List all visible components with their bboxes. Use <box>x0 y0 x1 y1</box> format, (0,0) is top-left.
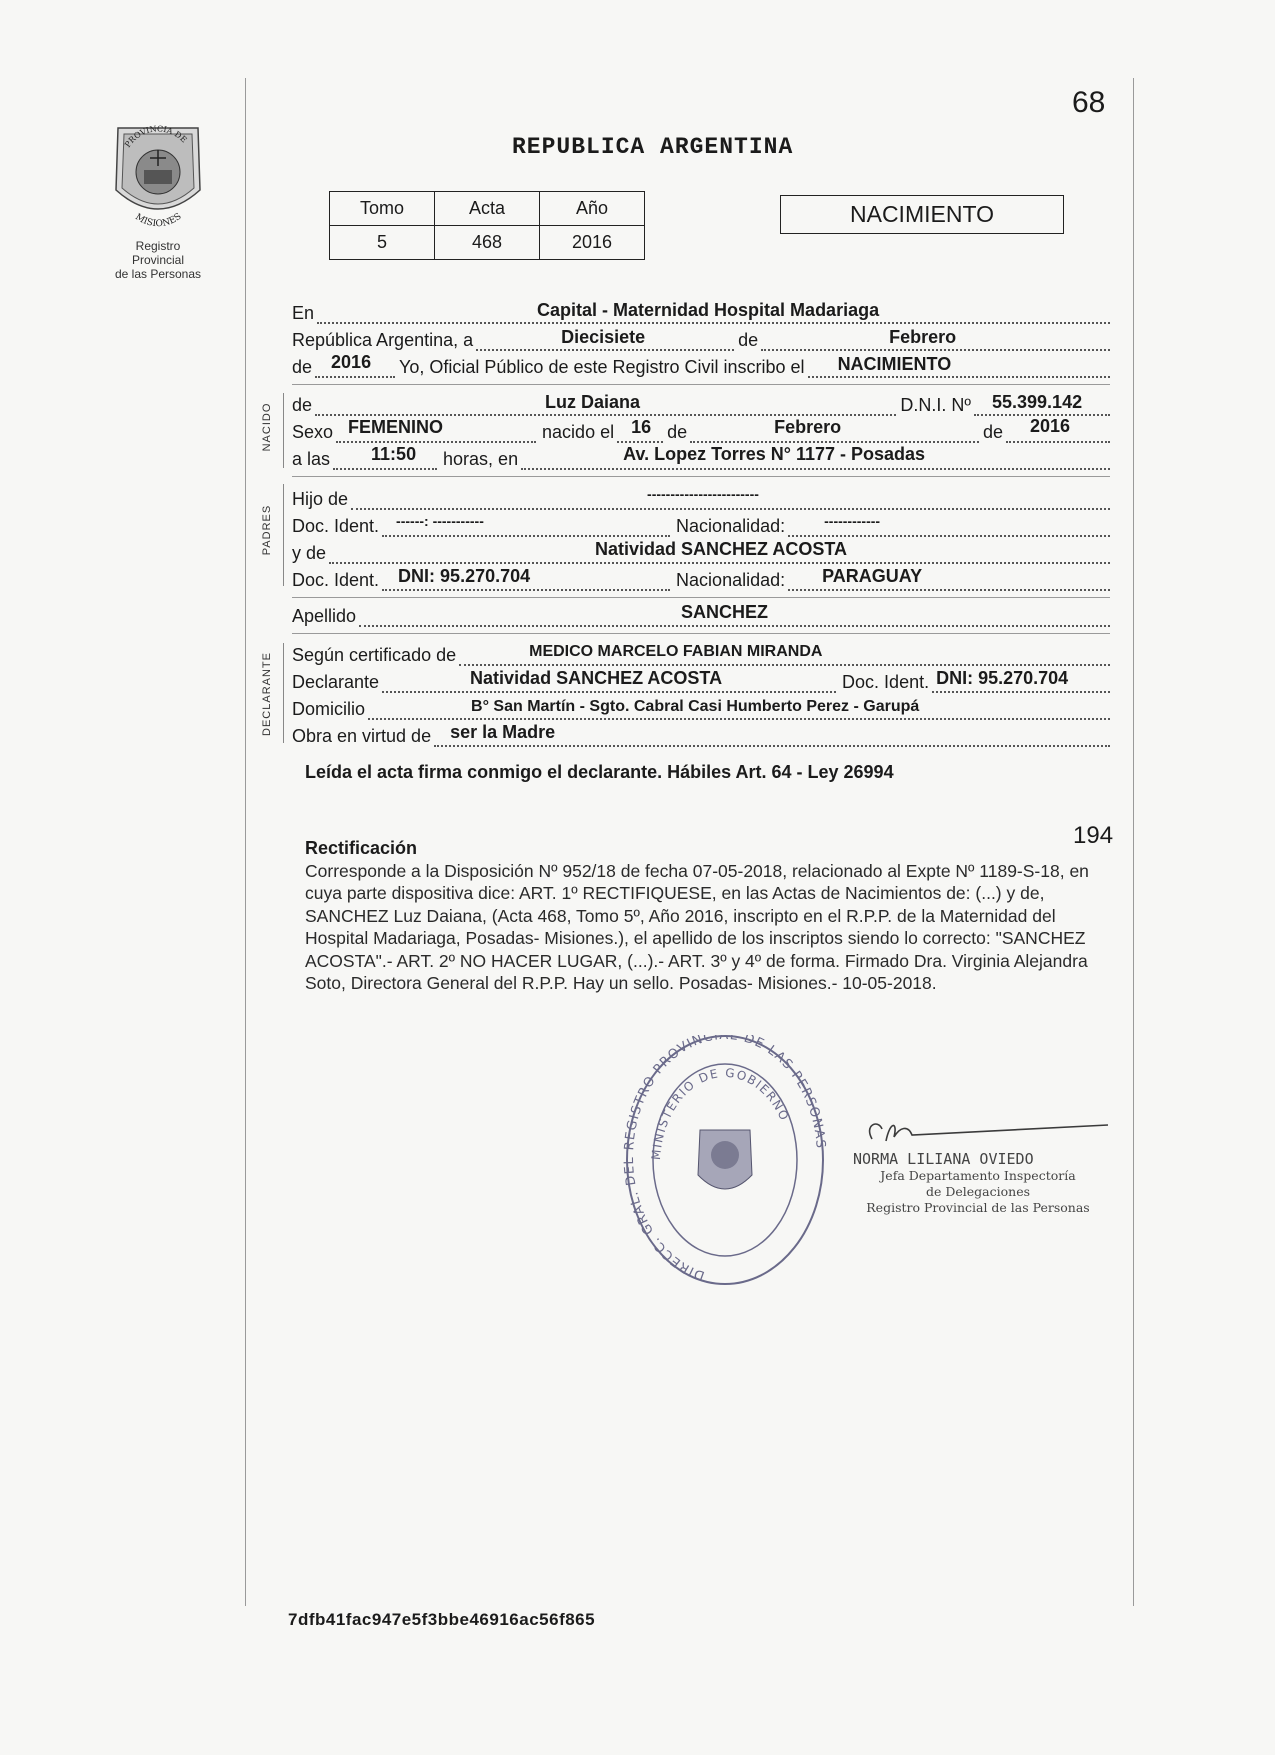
official-stamp-icon <box>620 1035 830 1295</box>
label-de-nombre: de <box>292 395 313 415</box>
row-padre <box>292 484 1110 510</box>
label-domicilio: Domicilio <box>292 699 366 719</box>
label-de-anio: de <box>292 357 313 377</box>
signatory-title-line3: Registro Provincial de las Personas <box>866 1200 1090 1215</box>
page-number: 68 <box>1072 86 1106 119</box>
side-label-padres: PADRES <box>261 504 273 556</box>
registry-table <box>329 191 645 260</box>
closing-statement: Leída el acta firma conmigo el declarante. Hábiles Art. 64 - Ley 26994 <box>305 762 894 782</box>
field-declarante-doc: DNI: 95.270.704 <box>936 668 1069 688</box>
document-hash: 7dfb41fac947e5f3bbe46916ac56f865 <box>288 1610 596 1629</box>
field-nombre-line <box>315 388 896 416</box>
row-domicilio <box>292 694 1110 720</box>
field-domicilio-line <box>368 692 1110 720</box>
field-declarante: Natividad SANCHEZ ACOSTA <box>470 668 723 688</box>
side-label-nacido: NACIDO <box>261 402 273 452</box>
field-madre-line <box>329 536 1110 564</box>
field-mes-line <box>761 323 1110 351</box>
row-sexo <box>292 417 1110 443</box>
field-padre-nac-line <box>788 509 1110 537</box>
registry-value-anio: 2016 <box>540 226 645 260</box>
field-madre-nac: PARAGUAY <box>822 566 923 586</box>
signature-block <box>838 1115 1118 1216</box>
field-declarante-doc-line <box>932 665 1110 693</box>
field-apellido-line <box>359 599 1110 627</box>
label-de-mes: de <box>738 330 759 350</box>
label-nacionalidad-padre: Nacionalidad: <box>676 516 786 536</box>
label-y-de: y de <box>292 543 327 563</box>
label-apellido: Apellido <box>292 606 357 626</box>
field-lugar-nac: Av. Lopez Torres N° 1177 - Posadas <box>623 444 926 464</box>
registry-header-anio: Año <box>540 192 645 226</box>
field-lugar-nac-line <box>521 442 1110 470</box>
registry-value-tomo: 5 <box>330 226 435 260</box>
field-padre-doc-line <box>382 509 670 537</box>
side-bracket-padres <box>283 484 284 586</box>
field-declarante-line <box>382 665 836 693</box>
label-de-anio-nac: de <box>982 422 1003 442</box>
rectificacion-title: Rectificación <box>305 838 418 858</box>
field-anio-line <box>315 350 395 378</box>
field-sexo-line <box>336 415 536 443</box>
field-apellido: SANCHEZ <box>681 602 769 622</box>
field-lugar: Capital - Maternidad Hospital Madariaga <box>537 300 880 320</box>
field-domicilio: B° San Martín - Sgto. Cabral Casi Humberto Perez - Garupá <box>471 698 920 715</box>
side-label-declarante: DECLARANTE <box>261 652 273 736</box>
seal-text-bottom: MISIONES <box>133 211 184 230</box>
official-stamp <box>620 1035 830 1295</box>
field-mes-nac: Febrero <box>774 417 842 437</box>
signatory-name: NORMA LILIANA OVIEDO <box>853 1150 1034 1168</box>
label-nacido-el: nacido el <box>542 422 615 442</box>
label-nacionalidad-madre: Nacionalidad: <box>676 570 786 590</box>
field-dni-line <box>974 388 1110 416</box>
divider <box>292 384 1110 385</box>
field-tipo-line <box>808 350 1110 378</box>
field-padre-nac: ------------ <box>824 513 881 529</box>
registry-header-tomo: Tomo <box>330 192 435 226</box>
label-dni: D.N.I. Nº <box>900 395 971 415</box>
row-certificado <box>292 640 1110 666</box>
row-padre-doc <box>292 511 1110 537</box>
field-mes-nac-line <box>690 415 979 443</box>
field-tipo-inscripcion: NACIMIENTO <box>837 354 952 374</box>
label-de-mes-nac: de <box>667 422 688 442</box>
signatory-title-line1: Jefa Departamento Inspectoría <box>880 1168 1076 1183</box>
row-nombre <box>292 390 1110 416</box>
row-declarante <box>292 667 1110 693</box>
provincia-misiones-seal-icon <box>108 120 208 230</box>
field-sexo: FEMENINO <box>348 417 444 437</box>
logo-caption <box>108 239 208 281</box>
label-doc-ident-padre: Doc. Ident. <box>292 516 380 536</box>
field-madre-nac-line <box>788 563 1110 591</box>
field-hora-line <box>333 442 437 470</box>
registry-logo <box>108 120 208 281</box>
divider <box>292 476 1110 477</box>
row-apellido <box>292 601 1110 627</box>
field-padre-line <box>351 482 1110 510</box>
field-anio-nac-line <box>1006 415 1110 443</box>
label-obra: Obra en virtud de <box>292 726 432 746</box>
registry-value-acta: 468 <box>435 226 540 260</box>
label-declarante-doc: Doc. Ident. <box>842 672 930 692</box>
field-certificado: MEDICO MARCELO FABIAN MIRANDA <box>529 643 823 660</box>
field-madre-doc: DNI: 95.270.704 <box>398 566 531 586</box>
row-fecha-registro <box>292 325 1110 351</box>
field-dia-nac: 16 <box>631 417 652 437</box>
label-sexo: Sexo <box>292 422 334 442</box>
field-madre: Natividad SANCHEZ ACOSTA <box>595 539 848 559</box>
label-horas-en: horas, en <box>443 449 519 469</box>
signatory-title-line2: de Delegaciones <box>925 1184 1031 1199</box>
row-obra <box>292 721 1110 747</box>
page-title: REPUBLICA ARGENTINA <box>512 134 794 160</box>
label-yo: Yo, Oficial Público de este Registro Civil inscribo el <box>399 357 805 377</box>
logo-caption-line1: Registro Provincial <box>131 239 185 267</box>
label-en: En <box>292 303 315 323</box>
field-nombre: Luz Daiana <box>545 392 641 412</box>
side-bracket-declarante <box>283 643 284 743</box>
field-lugar-line <box>317 296 1110 324</box>
label-a-las: a las <box>292 449 331 469</box>
left-margin-line <box>245 78 246 1606</box>
field-hora: 11:50 <box>371 444 417 464</box>
row-madre <box>292 538 1110 564</box>
rectificacion-body: Corresponde a la Disposición Nº 952/18 de fecha 07-05-2018, relacionado al Expte Nº 1189-S-18, en cuya parte dispositiva dice: ART. 1º RECTIFIQUESE, en las Actas de Nacimientos de: (...) y de, SANCHEZ Luz Daiana, (Acta 468, Tomo 5º, Año 2016, inscripto en el R.P.P. de la Maternidad del Hospital Madariaga, Posadas- Misiones.), el apellido de los inscriptos siendo lo correcto: "SANCHEZ ACOSTA".- ART. 2º NO HACER LUGAR, (...).- ART. 3º y 4º de forma. Firmado Dra. Virginia Alejandra Soto, Directora General del R.P.P. Hay un sello. Posadas- Misiones.- 10-05-2018. <box>305 861 1089 994</box>
field-anio-registro: 2016 <box>331 352 372 372</box>
handwritten-signature-icon <box>838 1115 1118 1145</box>
row-inscripcion <box>292 352 1110 378</box>
divider <box>292 597 1110 598</box>
field-padre-doc: ------: ----------- <box>396 513 484 529</box>
label-declarante: Declarante <box>292 672 380 692</box>
field-madre-doc-line <box>382 563 670 591</box>
stamp-inner-text: MINISTERIO DE GOBIERNO <box>648 1065 792 1161</box>
field-anio-nac: 2016 <box>1030 416 1071 436</box>
label-republica: República Argentina, a <box>292 330 474 350</box>
svg-text:MISIONES <box>133 212 183 230</box>
seal-text-top: PROVINCIA DE <box>123 124 189 150</box>
field-obra-line <box>434 719 1110 747</box>
stamp-outer-text: DIRECC. GRAL. DEL REGISTRO PROVINCIAL DE LAS PERSONAS <box>621 1035 828 1283</box>
divider <box>292 633 1110 634</box>
field-padre: ------------------------ <box>647 486 759 502</box>
row-hora-lugar <box>292 444 1110 470</box>
label-segun: Según certificado de <box>292 645 457 665</box>
field-dni: 55.399.142 <box>992 392 1083 412</box>
field-dia-nac-line <box>617 415 663 443</box>
logo-caption-line2: de las Personas <box>114 267 202 281</box>
record-type-box: NACIMIENTO <box>780 195 1064 234</box>
field-certificado-line <box>459 638 1110 666</box>
rectificacion-number: 194 <box>1073 822 1114 849</box>
field-dia-line <box>476 323 734 351</box>
side-bracket-nacido <box>283 393 284 468</box>
right-margin-line <box>1133 78 1134 1606</box>
label-doc-ident-madre: Doc. Ident. <box>292 570 380 590</box>
registry-header-acta: Acta <box>435 192 540 226</box>
field-dia-letras: Diecisiete <box>561 327 646 347</box>
field-obra: ser la Madre <box>450 722 556 742</box>
row-madre-doc <box>292 565 1110 591</box>
row-lugar <box>292 298 1110 324</box>
field-mes-registro: Febrero <box>889 327 957 347</box>
label-hijo-de: Hijo de <box>292 489 349 509</box>
